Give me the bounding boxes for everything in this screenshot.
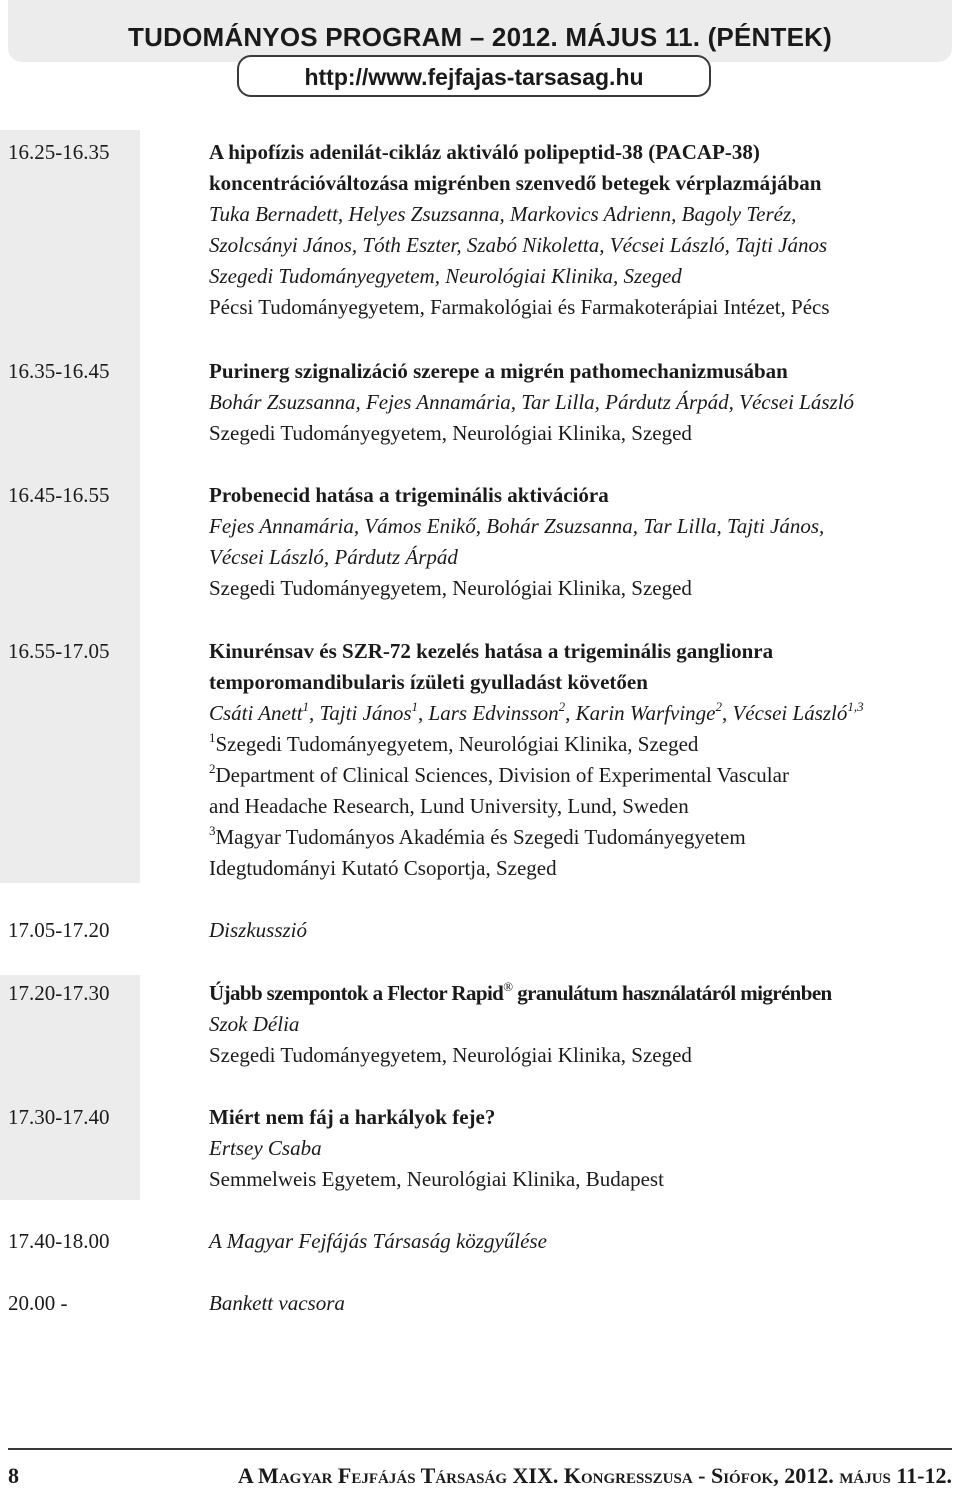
time-slot: 16.55-17.05 <box>8 639 110 663</box>
time-slot: 17.05-17.20 <box>8 918 110 942</box>
talk-title: koncentrációváltozása migrénben szenvedő betegek vérplazmájában <box>209 171 822 195</box>
author-separator: , <box>418 701 429 725</box>
affiliation-index: 2 <box>209 761 216 776</box>
entry-content <box>209 137 959 323</box>
footer-conference-title: A Magyar Fejfájás Társaság XIX. Kongresszusa - Siófok, 2012. május 11-12. <box>237 1463 952 1488</box>
page-title: TUDOMÁNYOS PROGRAM – 2012. MÁJUS 11. (PÉNTEK) <box>128 22 832 52</box>
entry-content <box>209 1102 959 1195</box>
author-name: Karin Warfvinge <box>575 701 716 725</box>
header-banner <box>8 0 952 62</box>
affiliation-index: 2 <box>715 699 722 714</box>
talk-affiliation: Semmelweis Egyetem, Neurológiai Klinika, Budapest <box>209 1167 664 1191</box>
affiliation-text: Department of Clinical Sciences, Division of Experimental Vascular <box>215 763 789 787</box>
entry-content <box>209 636 959 884</box>
talk-authors: Vécsei László, Párdutz Árpád <box>209 545 458 569</box>
author-name: Tajti János <box>319 701 412 725</box>
entry-content <box>209 915 959 946</box>
affiliation-text: Magyar Tudományos Akadémia és Szegedi Tudományegyetem <box>215 825 746 849</box>
affiliation-index: 1 <box>411 699 419 714</box>
author-name: Vécsei László <box>732 701 848 725</box>
entry-content <box>209 1226 959 1257</box>
talk-affiliation: and Headache Research, Lund University, Lund, Sweden <box>209 794 689 818</box>
entry-content <box>209 356 959 449</box>
talk-title: temporomandibularis ízületi gyulladást követően <box>209 670 648 694</box>
affiliation-index: 1 <box>209 730 216 745</box>
page-number: 8 <box>8 1463 19 1488</box>
registered-mark: ® <box>503 979 513 994</box>
talk-affiliation: Szegedi Tudományegyetem, Neurológiai Klinika, Szeged <box>209 1043 692 1067</box>
entry-content <box>209 1288 959 1319</box>
footer-divider <box>8 1448 952 1450</box>
affiliation-index: 3 <box>209 823 216 838</box>
talk-authors <box>209 698 959 729</box>
talk-authors: Bohár Zsuzsanna, Fejes Annamária, Tar Lilla, Párdutz Árpád, Vécsei László <box>209 390 855 414</box>
time-slot: 17.30-17.40 <box>8 1105 110 1129</box>
time-slot: 17.40-18.00 <box>8 1229 110 1253</box>
entry-content <box>209 480 959 604</box>
url-box[interactable] <box>237 55 711 97</box>
talk-affiliation: Szegedi Tudományegyetem, Neurológiai Klinika, Szeged <box>209 576 692 600</box>
talk-affiliation <box>209 760 959 791</box>
author-separator: , <box>565 701 576 725</box>
session-note: Diszkusszió <box>209 918 308 942</box>
author-name: Csáti Anett <box>209 701 303 725</box>
website-link[interactable]: http://www.fejfajas-tarsasag.hu <box>304 64 644 90</box>
talk-title-text: granulátum használatáról migrénben <box>512 981 832 1005</box>
talk-affiliation: Szegedi Tudományegyetem, Neurológiai Klinika, Szeged <box>209 421 692 445</box>
talk-affiliation <box>209 729 959 760</box>
talk-title: Kinurénsav és SZR-72 kezelés hatása a trigeminális ganglionra <box>209 639 774 663</box>
talk-authors: Fejes Annamária, Vámos Enikő, Bohár Zsuzsanna, Tar Lilla, Tajti János, <box>209 514 825 538</box>
talk-title: Miért nem fáj a harkályok feje? <box>209 1105 496 1129</box>
time-slot: 17.20-17.30 <box>8 981 110 1005</box>
time-slot: 20.00 - <box>8 1291 68 1315</box>
talk-title: Probenecid hatása a trigeminális aktivációra <box>209 483 609 507</box>
talk-title: Purinerg szignalizáció szerepe a migrén pathomechanizmusában <box>209 359 788 383</box>
time-slot: 16.45-16.55 <box>8 483 110 507</box>
affiliation-index: 2 <box>558 699 566 714</box>
author-separator: , <box>309 701 320 725</box>
author-separator: , <box>721 701 733 725</box>
affiliation-index: 1,3 <box>847 699 864 714</box>
talk-authors: Tuka Bernadett, Helyes Zsuzsanna, Markovics Adrienn, Bagoly Teréz, <box>209 202 797 226</box>
time-slot: 16.25-16.35 <box>8 140 110 164</box>
session-note: Bankett vacsora <box>209 1291 345 1315</box>
session-note: A Magyar Fejfájás Társaság közgyűlése <box>209 1229 547 1253</box>
entry-content <box>209 978 959 1071</box>
talk-title: A hipofízis adenilát-cikláz aktiváló polipeptid-38 (PACAP-38) <box>209 140 760 164</box>
affiliation-index: 1 <box>302 699 310 714</box>
time-slot: 16.35-16.45 <box>8 359 110 383</box>
talk-affiliation: Szegedi Tudományegyetem, Neurológiai Klinika, Szeged <box>209 264 682 288</box>
talk-authors: Ertsey Csaba <box>209 1136 322 1160</box>
talk-authors: Szok Délia <box>209 1012 300 1036</box>
talk-affiliation: Pécsi Tudományegyetem, Farmakológiai és Farmakoterápiai Intézet, Pécs <box>209 295 830 319</box>
talk-affiliation <box>209 822 959 853</box>
talk-affiliation: Idegtudományi Kutató Csoportja, Szeged <box>209 856 557 880</box>
talk-authors: Szolcsányi János, Tóth Eszter, Szabó Nikoletta, Vécsei László, Tajti János <box>209 233 828 257</box>
affiliation-text: Szegedi Tudományegyetem, Neurológiai Klinika, Szeged <box>215 732 699 756</box>
talk-title <box>209 978 959 1009</box>
talk-title-text: Újabb szempontok a Flector Rapid <box>209 981 504 1005</box>
author-name: Lars Edvinsson <box>428 701 559 725</box>
